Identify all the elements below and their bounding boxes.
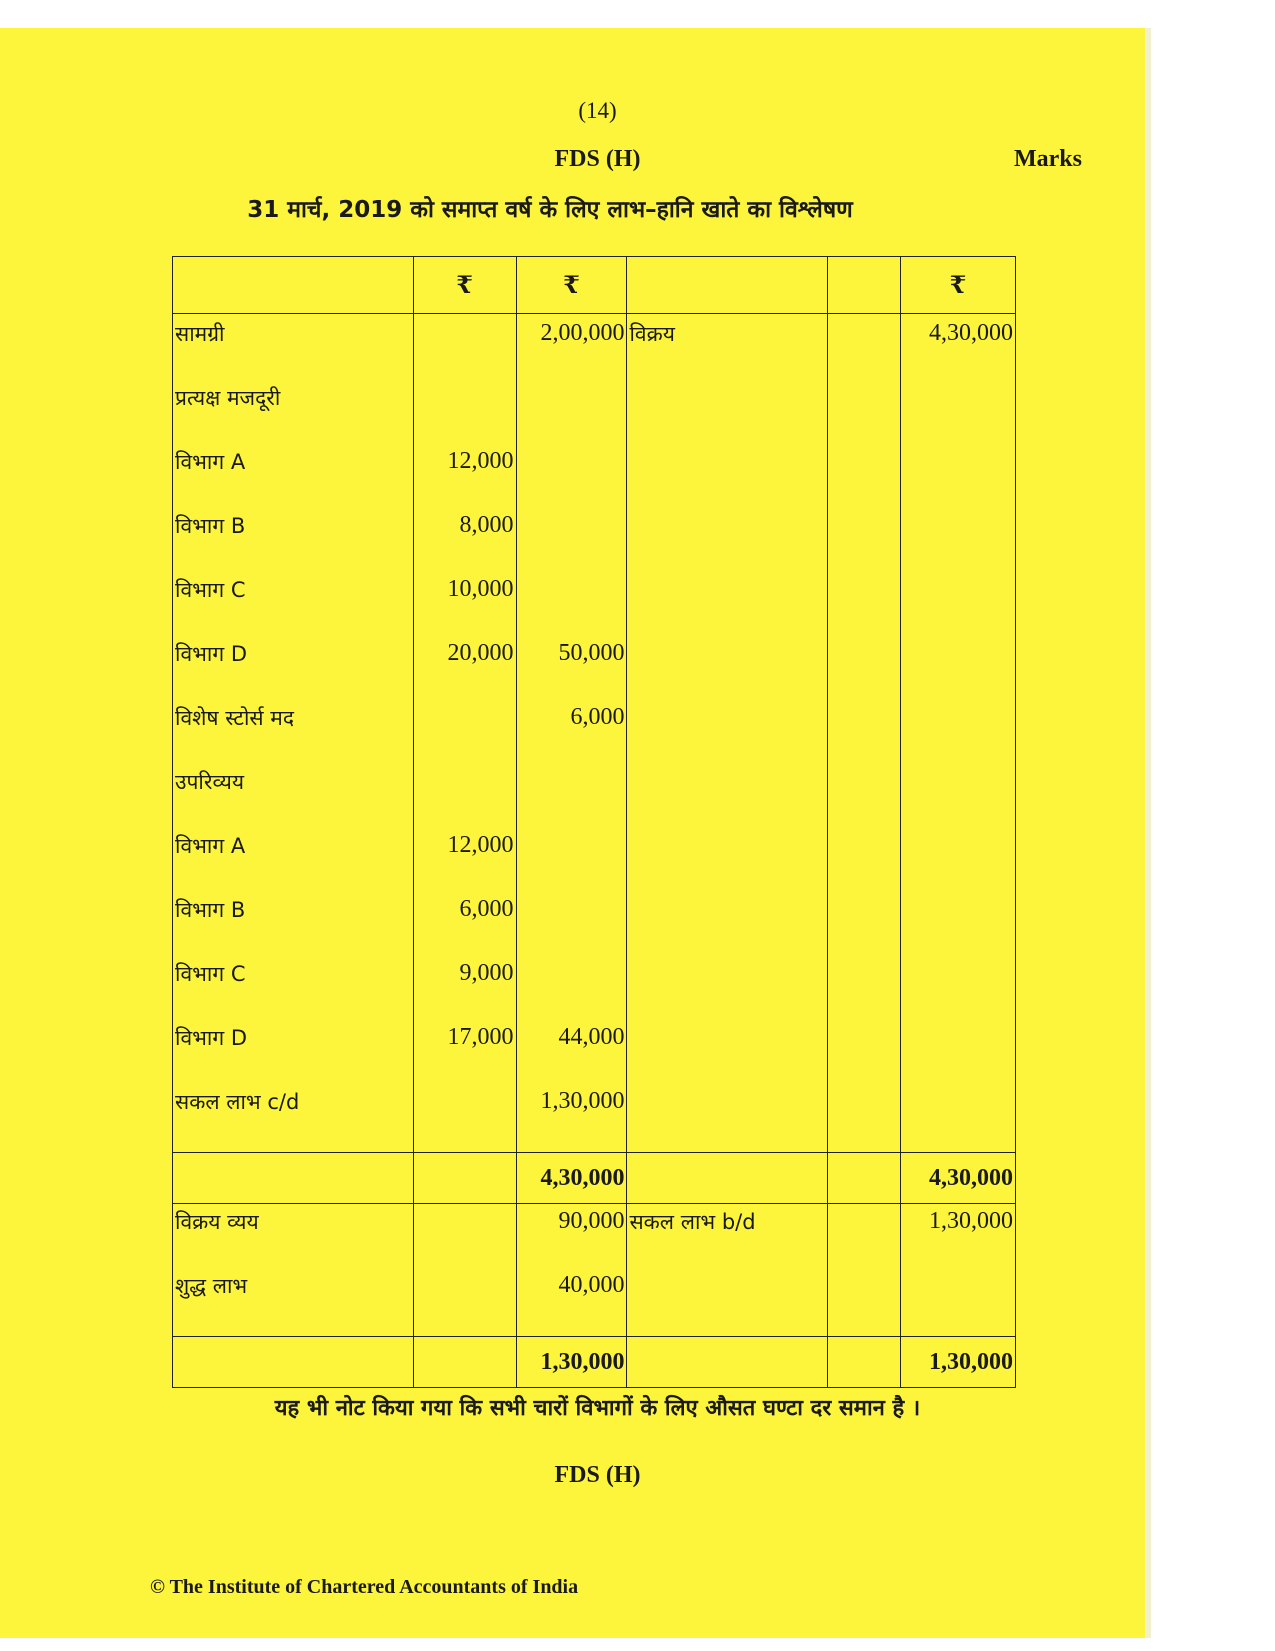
debit-amount: 2,00,000	[516, 314, 627, 385]
debit-sub-amount	[413, 768, 516, 832]
credit-amount	[901, 960, 1016, 1024]
credit-amount: 1,30,000	[901, 1204, 1016, 1273]
credit-sub-amount	[828, 896, 901, 960]
debit-label: विभाग B	[173, 896, 414, 960]
credit-amount	[901, 1272, 1016, 1337]
debit-amount	[516, 832, 627, 896]
debit-label: विभाग A	[173, 448, 414, 512]
debit-label: विभाग D	[173, 1024, 414, 1088]
debit-label: विभाग A	[173, 832, 414, 896]
page-number: (14)	[578, 98, 617, 123]
debit-amount: 44,000	[516, 1024, 627, 1088]
credit-label	[627, 1272, 828, 1337]
total-row	[173, 1153, 1016, 1204]
total-blank	[173, 1337, 414, 1388]
credit-label	[627, 896, 828, 960]
debit-total: 1,30,000	[516, 1337, 627, 1388]
credit-amount: 4,30,000	[901, 314, 1016, 385]
credit-amount	[901, 1024, 1016, 1088]
marks-label: Marks	[1014, 146, 1082, 172]
debit-amount	[516, 896, 627, 960]
debit-label: उपरिव्यय	[173, 768, 414, 832]
credit-sub-amount	[828, 1088, 901, 1153]
credit-label	[627, 1024, 828, 1088]
total-blank	[627, 1153, 828, 1204]
table-row	[173, 1088, 1016, 1153]
credit-amount	[901, 576, 1016, 640]
table-row	[173, 1272, 1016, 1337]
credit-sub-amount	[828, 576, 901, 640]
debit-label: विक्रय व्यय	[173, 1204, 414, 1273]
currency-header: ₹	[516, 257, 627, 314]
table-row	[173, 512, 1016, 576]
total-blank	[627, 1337, 828, 1388]
debit-amount	[516, 960, 627, 1024]
credit-sub-amount	[828, 768, 901, 832]
footnote: यह भी नोट किया गया कि सभी चारों विभागों के लिए औसत घण्टा दर समान है ।	[274, 1396, 921, 1421]
credit-amount	[901, 384, 1016, 448]
credit-amount	[901, 768, 1016, 832]
table-row	[173, 960, 1016, 1024]
page-title: 31 मार्च, 2019 को समाप्त वर्ष के लिए लाभ–हानि खाते का विश्लेषण	[247, 197, 853, 223]
credit-sub-amount	[828, 448, 901, 512]
credit-label	[627, 512, 828, 576]
credit-sub-amount	[828, 1204, 901, 1273]
table-row	[173, 896, 1016, 960]
debit-amount: 1,30,000	[516, 1088, 627, 1153]
table-row	[173, 1204, 1016, 1273]
table-row	[173, 640, 1016, 704]
debit-sub-amount: 12,000	[413, 448, 516, 512]
credit-label: विक्रय	[627, 314, 828, 385]
footer-paper-code: FDS (H)	[554, 1462, 641, 1488]
credit-sub-amount	[828, 384, 901, 448]
table-row	[173, 448, 1016, 512]
profit-loss-table	[172, 256, 1016, 1388]
total-blank	[828, 1153, 901, 1204]
debit-amount	[516, 512, 627, 576]
debit-sub-amount: 10,000	[413, 576, 516, 640]
currency-header: ₹	[413, 257, 516, 314]
credit-sub-amount	[828, 704, 901, 768]
debit-sub-amount	[413, 314, 516, 385]
total-blank	[413, 1337, 516, 1388]
debit-amount	[516, 576, 627, 640]
credit-sub-amount	[828, 960, 901, 1024]
debit-label: सामग्री	[173, 314, 414, 385]
debit-label: शुद्ध लाभ	[173, 1272, 414, 1337]
debit-amount	[516, 384, 627, 448]
debit-label: विभाग B	[173, 512, 414, 576]
debit-sub-amount: 17,000	[413, 1024, 516, 1088]
table-row	[173, 1024, 1016, 1088]
header-blank	[173, 257, 414, 314]
credit-sub-amount	[828, 832, 901, 896]
table-row	[173, 576, 1016, 640]
debit-label: विशेष स्टोर्स मद	[173, 704, 414, 768]
credit-sub-amount	[828, 640, 901, 704]
debit-sub-amount: 20,000	[413, 640, 516, 704]
credit-amount	[901, 640, 1016, 704]
currency-header: ₹	[901, 257, 1016, 314]
credit-amount	[901, 896, 1016, 960]
credit-sub-amount	[828, 1024, 901, 1088]
credit-amount	[901, 448, 1016, 512]
debit-label: विभाग D	[173, 640, 414, 704]
debit-sub-amount	[413, 1088, 516, 1153]
header-blank	[828, 257, 901, 314]
credit-sub-amount	[828, 1272, 901, 1337]
total-blank	[828, 1337, 901, 1388]
credit-label	[627, 384, 828, 448]
total-blank	[413, 1153, 516, 1204]
credit-label	[627, 1088, 828, 1153]
credit-sub-amount	[828, 512, 901, 576]
debit-label: प्रत्यक्ष मजदूरी	[173, 384, 414, 448]
table-row	[173, 832, 1016, 896]
credit-label	[627, 960, 828, 1024]
debit-amount: 6,000	[516, 704, 627, 768]
credit-amount	[901, 1088, 1016, 1153]
debit-label: विभाग C	[173, 576, 414, 640]
credit-label	[627, 576, 828, 640]
credit-label	[627, 704, 828, 768]
table-row	[173, 768, 1016, 832]
header-paper-code: FDS (H)	[554, 146, 641, 172]
total-row	[173, 1337, 1016, 1388]
debit-sub-amount	[413, 384, 516, 448]
debit-sub-amount: 6,000	[413, 896, 516, 960]
debit-total: 4,30,000	[516, 1153, 627, 1204]
debit-amount	[516, 768, 627, 832]
debit-amount: 90,000	[516, 1204, 627, 1273]
credit-label: सकल लाभ b/d	[627, 1204, 828, 1273]
debit-sub-amount: 8,000	[413, 512, 516, 576]
copyright-notice: © The Institute of Chartered Accountants of India	[150, 1576, 579, 1598]
table-row	[173, 314, 1016, 385]
credit-total: 1,30,000	[901, 1337, 1016, 1388]
credit-label	[627, 640, 828, 704]
credit-label	[627, 832, 828, 896]
table-row	[173, 384, 1016, 448]
debit-sub-amount	[413, 704, 516, 768]
debit-amount: 40,000	[516, 1272, 627, 1337]
debit-label: सकल लाभ c/d	[173, 1088, 414, 1153]
credit-sub-amount	[828, 314, 901, 385]
debit-amount: 50,000	[516, 640, 627, 704]
credit-label	[627, 448, 828, 512]
currency-header-row	[173, 257, 1016, 314]
credit-label	[627, 768, 828, 832]
credit-amount	[901, 512, 1016, 576]
header-blank	[627, 257, 828, 314]
credit-total: 4,30,000	[901, 1153, 1016, 1204]
debit-label: विभाग C	[173, 960, 414, 1024]
credit-amount	[901, 832, 1016, 896]
debit-amount	[516, 448, 627, 512]
credit-amount	[901, 704, 1016, 768]
debit-sub-amount: 9,000	[413, 960, 516, 1024]
debit-sub-amount	[413, 1204, 516, 1273]
debit-sub-amount: 12,000	[413, 832, 516, 896]
table-row	[173, 704, 1016, 768]
total-blank	[173, 1153, 414, 1204]
debit-sub-amount	[413, 1272, 516, 1337]
